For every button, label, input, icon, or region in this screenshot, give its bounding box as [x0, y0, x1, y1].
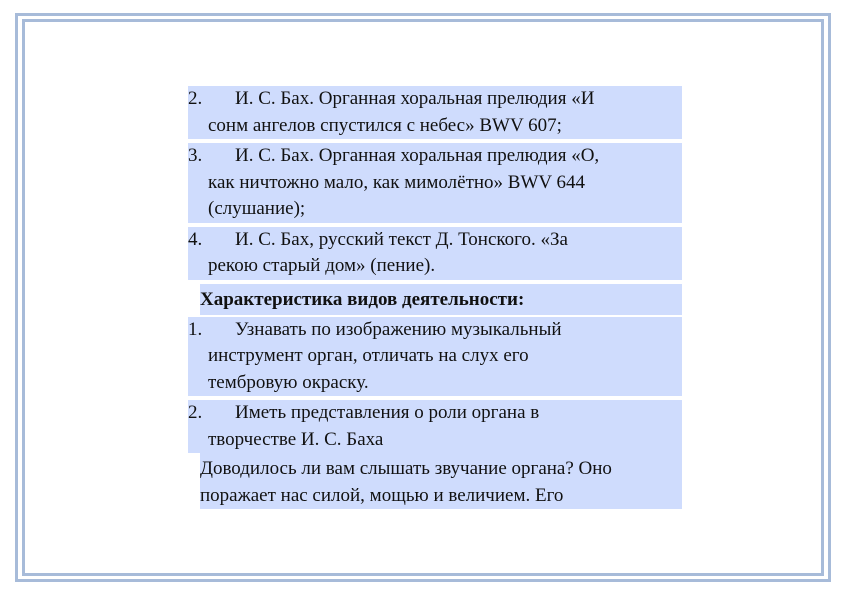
body-paragraph: Доводилось ли вам слышать звучание органа? Оно поражает нас силой, мощью и величием. Его — [200, 453, 682, 509]
list-item: 2. И. С. Бах. Органная хоральная прелюдия «И сонм ангелов спустился с небес» BWV 607; — [188, 86, 682, 139]
section-heading-row — [188, 284, 682, 315]
list-item: 2. Иметь представления о роли органа в творчестве И. С. Баха — [188, 400, 682, 453]
section-heading: Характеристика видов деятельности: — [200, 284, 682, 315]
slide-content — [188, 86, 682, 509]
list-item: 4. И. С. Бах, русский текст Д. Тонского. «За рекою старый дом» (пение). — [188, 227, 682, 280]
list-item: 1. Узнавать по изображению музыкальный инструмент орган, отличать на слух его тембровую окраску. — [188, 317, 682, 397]
list-item: 3. И. С. Бах. Органная хоральная прелюдия «О, как ничтожно мало, как мимолётно» BWV 644 (слушание); — [188, 143, 682, 223]
